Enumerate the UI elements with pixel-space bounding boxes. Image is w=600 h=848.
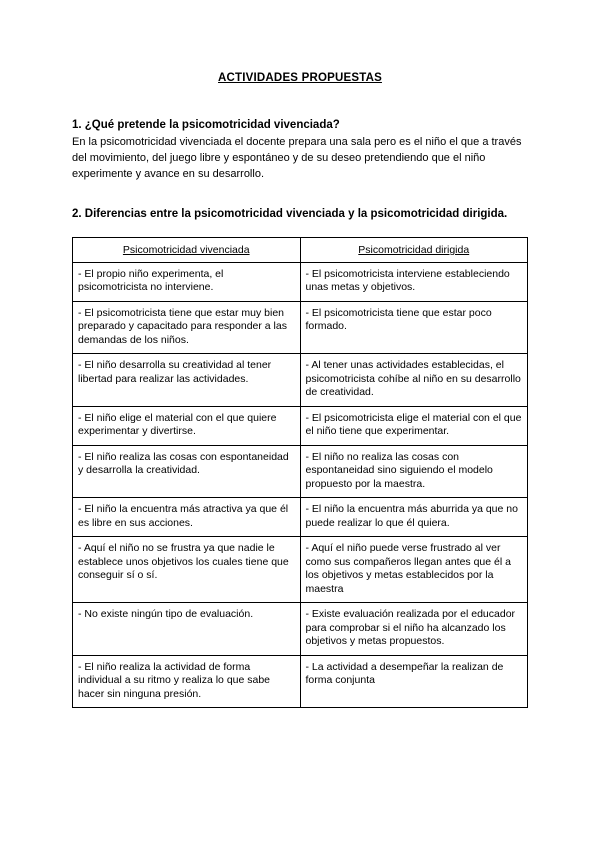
- cell-dirigida: - Al tener unas actividades establecidas, el psicomotricista cohíbe al niño en su desarrollo de creatividad.: [300, 354, 528, 407]
- cell-dirigida: - Aquí el niño puede verse frustrado al ver como sus compañeros llegan antes que él a los objetivos y metas establecidos por la maestra: [300, 537, 528, 603]
- table-row: [73, 498, 528, 537]
- header-dirigida: Psicomotricidad dirigida: [300, 238, 528, 263]
- header-vivenciada: Psicomotricidad vivenciada: [73, 238, 301, 263]
- cell-dirigida: - Existe evaluación realizada por el educador para comprobar si el niño ha alcanzado los objetivos y metas propuestos.: [300, 603, 528, 656]
- cell-vivenciada: - El niño desarrolla su creatividad al tener libertad para realizar las actividades.: [73, 354, 301, 407]
- table-row: [73, 301, 528, 354]
- comparison-table: [72, 237, 528, 708]
- cell-vivenciada: - El niño realiza la actividad de forma individual a su ritmo y realiza lo que sabe hacer sin ninguna presión.: [73, 655, 301, 708]
- cell-dirigida: - La actividad a desempeñar la realizan de forma conjunta: [300, 655, 528, 708]
- cell-vivenciada: - No existe ningún tipo de evaluación.: [73, 603, 301, 656]
- question-1-heading: 1. ¿Qué pretende la psicomotricidad vivenciada?: [72, 119, 340, 131]
- table-row: [73, 603, 528, 656]
- table-row: [73, 354, 528, 407]
- cell-dirigida: - El psicomotricista tiene que estar poco formado.: [300, 301, 528, 354]
- cell-vivenciada: - Aquí el niño no se frustra ya que nadie le establece unos objetivos los cuales tiene que conseguir sí o sí.: [73, 537, 301, 603]
- cell-vivenciada: - El psicomotricista tiene que estar muy bien preparado y capacitado para responder a las demandas de los niños.: [73, 301, 301, 354]
- cell-vivenciada: - El propio niño experimenta, el psicomotricista no interviene.: [73, 262, 301, 301]
- question-1: [72, 118, 532, 182]
- table-row: [73, 537, 528, 603]
- table-header-row: [73, 238, 528, 263]
- document-title: ACTIVIDADES PROPUESTAS: [218, 72, 382, 84]
- table-row: [73, 445, 528, 498]
- question-2: [72, 207, 532, 222]
- question-2-heading: 2. Diferencias entre la psicomotricidad vivenciada y la psicomotricidad dirigida.: [72, 208, 508, 220]
- cell-vivenciada: - El niño la encuentra más atractiva ya que él es libre en sus acciones.: [73, 498, 301, 537]
- cell-vivenciada: - El niño elige el material con el que quiere experimentar y divertirse.: [73, 406, 301, 445]
- table-row: [73, 655, 528, 708]
- table-row: [73, 406, 528, 445]
- cell-vivenciada: - El niño realiza las cosas con espontaneidad y desarrolla la creatividad.: [73, 445, 301, 498]
- cell-dirigida: - El niño no realiza las cosas con espontaneidad sino siguiendo el modelo propuesto por la maestra.: [300, 445, 528, 498]
- cell-dirigida: - El niño la encuentra más aburrida ya que no puede realizar lo que él quiera.: [300, 498, 528, 537]
- question-1-answer: En la psicomotricidad vivenciada el docente prepara una sala pero es el niño el que a través del movimiento, del juego libre y espontáneo y de su deseo pretendiendo que el niño experimente y avance en su desarrollo.: [72, 136, 522, 180]
- cell-dirigida: - El psicomotricista interviene estableciendo unas metas y objetivos.: [300, 262, 528, 301]
- table-row: [73, 262, 528, 301]
- cell-dirigida: - El psicomotricista elige el material con el que el niño tiene que experimentar.: [300, 406, 528, 445]
